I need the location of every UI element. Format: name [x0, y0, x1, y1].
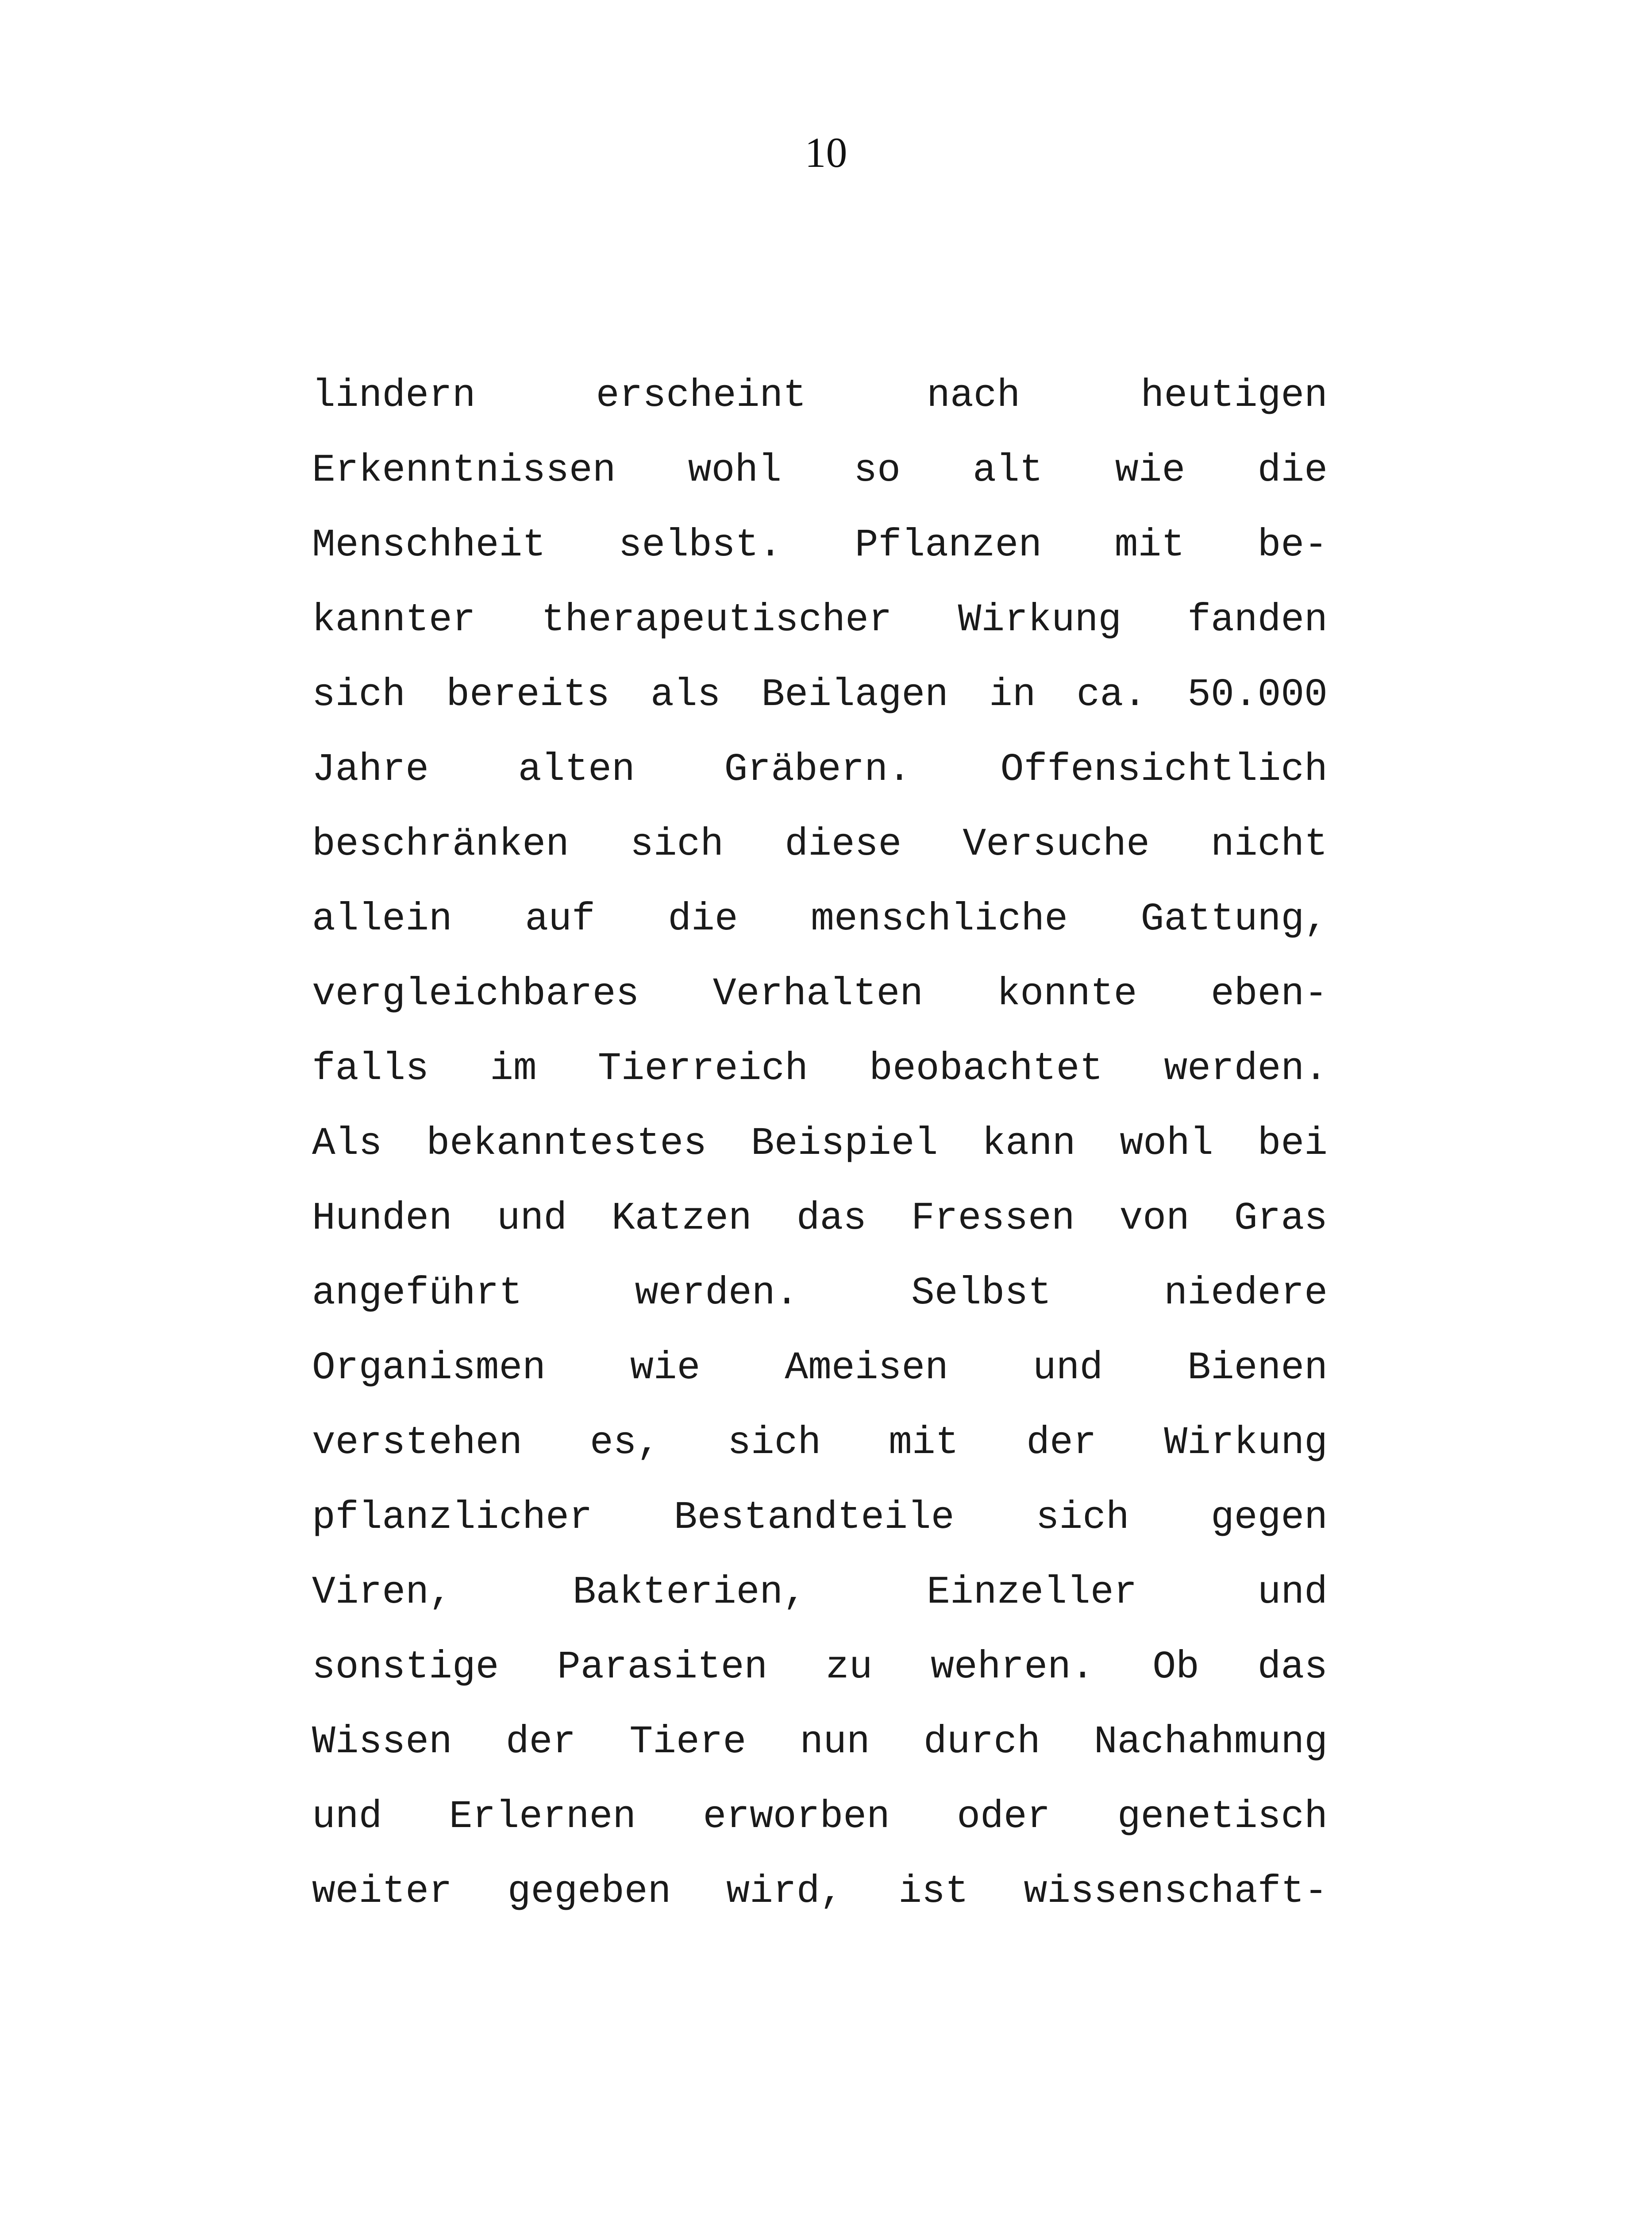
text-line: [312, 1256, 1328, 1331]
text-line: [312, 1480, 1328, 1555]
text-line-content: falls im Tierreich beobachtet werden.: [312, 1047, 1328, 1091]
text-line-content: sich bereits als Beilagen in ca. 50.000: [312, 673, 1328, 717]
text-line: [312, 1106, 1328, 1181]
text-line-content: beschränken sich diese Versuche nicht: [312, 823, 1328, 867]
text-line: [312, 508, 1328, 583]
text-line: [312, 733, 1328, 807]
text-line: [312, 1555, 1328, 1630]
text-line: [312, 1780, 1328, 1854]
text-line-content: weiter gegeben wird, ist wissenschaft-: [312, 1870, 1328, 1914]
text-line: [312, 583, 1328, 658]
text-line-content: pflanzlicher Bestandteile sich gegen: [312, 1496, 1328, 1540]
text-line-content: allein auf die menschliche Gattung,: [312, 898, 1328, 941]
text-line-content: Als bekanntestes Beispiel kann wohl bei: [312, 1122, 1328, 1166]
text-line: [312, 658, 1328, 733]
text-line-content: sonstige Parasiten zu wehren. Ob das: [312, 1646, 1328, 1689]
text-line-content: Wissen der Tiere nun durch Nachahmung: [312, 1720, 1328, 1764]
text-line: [312, 1854, 1328, 1929]
body-text: [312, 359, 1328, 1929]
text-line-content: kannter therapeutischer Wirkung fanden: [312, 598, 1328, 642]
text-line-content: Menschheit selbst. Pflanzen mit be-: [312, 524, 1328, 567]
page-number: 10: [805, 129, 847, 176]
text-line: [312, 359, 1328, 433]
text-line-content: Hunden und Katzen das Fressen von Gras: [312, 1197, 1328, 1241]
text-line-content: Organismen wie Ameisen und Bienen: [312, 1346, 1328, 1390]
text-line: [312, 1705, 1328, 1780]
text-line: [312, 1181, 1328, 1256]
text-line: [312, 433, 1328, 508]
text-line: [312, 1630, 1328, 1705]
text-line: [312, 957, 1328, 1032]
text-line: [312, 882, 1328, 957]
text-line: [312, 1406, 1328, 1480]
text-line-content: und Erlernen erworben oder genetisch: [312, 1795, 1328, 1839]
text-line-content: angeführt werden. Selbst niedere: [312, 1272, 1328, 1315]
text-line-content: vergleichbares Verhalten konnte eben-: [312, 972, 1328, 1016]
text-line-content: verstehen es, sich mit der Wirkung: [312, 1421, 1328, 1465]
text-line-content: Jahre alten Gräbern. Offensichtlich: [312, 748, 1328, 792]
text-line-content: Erkenntnissen wohl so alt wie die: [312, 449, 1328, 493]
text-line-content: Viren, Bakterien, Einzeller und: [312, 1571, 1328, 1615]
text-line-content: lindern erscheint nach heutigen: [312, 374, 1328, 418]
text-line: [312, 807, 1328, 882]
text-line: [312, 1331, 1328, 1406]
text-line: [312, 1032, 1328, 1106]
